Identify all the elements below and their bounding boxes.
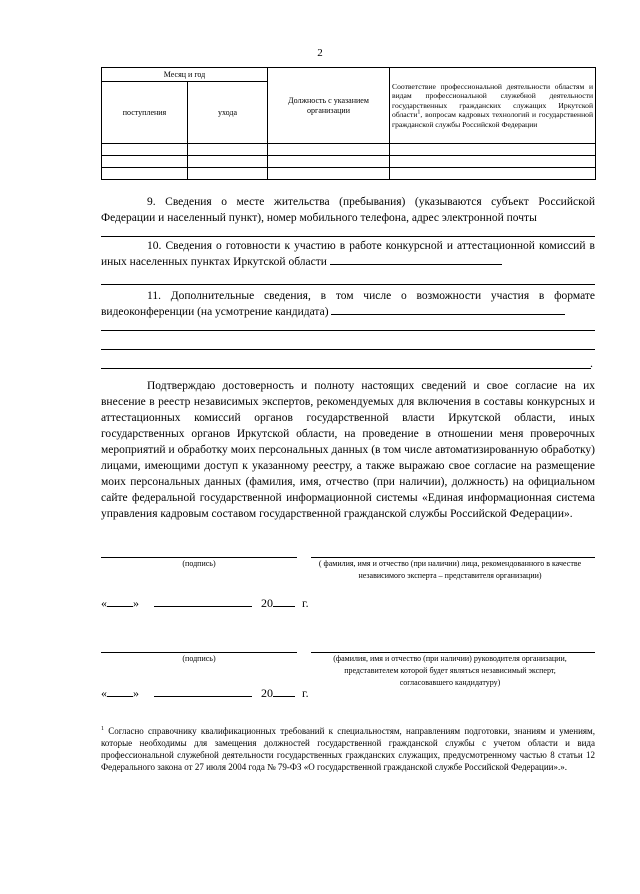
entry-header: поступления [102, 82, 188, 144]
name-caption: ( фамилия, имя и отчество (при наличии) лица, рекомендованного в качестве независимого эксперта – представителя организации) [318, 559, 582, 580]
item-11-end: . [590, 356, 593, 370]
page-number: 2 [317, 47, 323, 59]
table-row [102, 168, 596, 180]
item-10-line [101, 284, 595, 285]
month-year-header: Месяц и год [102, 68, 268, 82]
item-11-line [101, 368, 591, 369]
exit-header: ухода [188, 82, 268, 144]
item-10-inline-line [330, 254, 502, 265]
confirmation-text: Подтверждаю достоверность и полноту настоящих сведений и свое согласие на их внесение в реестр независимых экспертов, рекомендуемых для включения в составы конкурсных и аттестационных комиссий органов государственной власти Иркутской области, иных государственных органов Иркутской области, на проведение в отношении меня проверочных мероприятий и обработку моих персональных данных (в том числе автоматизированную обработку) лицами, имеющими доступ к указанному реестру, а также выражаю свое согласие на размещение моих персональных данных (фамилия, имя, отчество (при наличии), должность) на официальном сайте федеральной государственной информационной системы «Единая информационная система управления кадровым составом государственной гражданской службы Российской Федерации». [101, 380, 595, 520]
item-10: 10. Сведения о готовности к участию в работе конкурсной и аттестационной комиссий в иных населенных пунктах Иркутской области [101, 240, 595, 268]
item-9: 9. Сведения о месте жительства (пребывания) (указываются субъект Российской Федерации и населенный пункт), номер мобильного телефона, адрес электронной почты [101, 196, 595, 224]
employment-table [101, 67, 596, 180]
table-row [102, 156, 596, 168]
item-11-line [101, 330, 595, 331]
item-11-inline-line [331, 304, 565, 315]
date-line: « » 20 г. [101, 596, 309, 610]
item-11-line [101, 349, 595, 350]
item-11: 11. Дополнительные сведения, в том числе о возможности участия в формате видеоконференции (на усмотрение кандидата) [101, 290, 595, 318]
position-header: Должность с указанием организации [268, 68, 390, 144]
name-caption: (фамилия, имя и отчество (при наличии) руководителя организации, представителем которой будет являться независимый эксперт, согласовавшего кандидатуру) [333, 654, 567, 687]
table-row [102, 144, 596, 156]
compliance-header: Соответствие профессиональной деятельности областям и видам профессиональной служебной деятельности государственных гражданских служащих Иркутской области$^1$, вопросам кадровых технологий и государственной гражданской службы Российской Федерации [390, 68, 596, 144]
date-line: « » 20 г. [101, 686, 309, 700]
item-9-line [101, 236, 595, 237]
footnote: $^1$ Согласно справочнику квалификационных требований к специальностям, направлениям подготовки, знаниям и умениям, которые необходимы для замещения должностей государственной гражданской службы с учетом области и вида профессиональной служебной деятельности государственных гражданских служащих, предусмотренному частью 8 статьи 12 Федерального закона от 27 июля 2004 года № 79-ФЗ «О государственной гражданской службе Российской Федерации».». [101, 726, 595, 772]
signature-caption: (подпись) [182, 559, 216, 568]
signature-caption: (подпись) [182, 654, 216, 663]
